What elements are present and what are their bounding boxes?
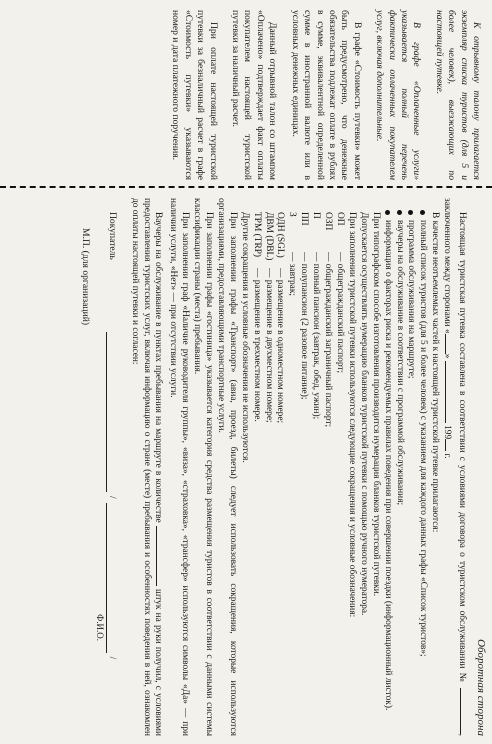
abbreviation-key: ТРМ (TRP) bbox=[251, 212, 262, 258]
tear-off-notes-column bbox=[12, 10, 482, 180]
vouchers-text-a: Ваучеры на обслуживание в пунктах пребывания на маршруте в количестве bbox=[153, 212, 164, 523]
attachments-lead: В качестве неотъемлемых частей к настоящей туристской путевке прилагаются: bbox=[430, 212, 441, 533]
note-paid-stamp: Данный отрывной талон со штампом «Оплачено» подтверждает факт оплаты покупателем настоящей туристской путевки за наличный расчет. bbox=[230, 10, 279, 180]
abbreviation-key: П bbox=[311, 212, 322, 219]
fio-caption: Ф.И.О. bbox=[94, 614, 105, 641]
abbreviation-value: — полупансион (2 разовое питание); bbox=[299, 252, 310, 400]
abbreviation-value: — завтрак; bbox=[287, 252, 298, 296]
note-voucher-cost: В графе «Стоимость путевки» может быть предусмотрено, что денежные обязательства подлежат оплате в рублях в сумме, эквивалентной определенной сумме в иностранной валюте или в условных денежных единицах. bbox=[289, 10, 363, 180]
buyer-label: Покупатель bbox=[106, 212, 118, 260]
abbreviation-key: ПП bbox=[299, 212, 310, 226]
abbreviation-row bbox=[297, 198, 309, 736]
signature-row bbox=[106, 198, 118, 736]
note-list-of-tourists: К отрывному талону прилагается экземпляр списка туристов (для 5 и более человек), выезжающих по настоящей путевке. bbox=[433, 10, 482, 180]
vouchers-paragraph bbox=[128, 198, 167, 736]
abbreviation-key: З bbox=[287, 212, 298, 217]
attachments-list bbox=[381, 198, 429, 736]
abbreviations-list bbox=[250, 198, 345, 736]
signature-separator: / bbox=[106, 656, 118, 660]
abbreviation-row bbox=[274, 198, 286, 736]
contract-day-field bbox=[445, 334, 455, 354]
abbreviation-row bbox=[321, 198, 333, 736]
buyer-name-field[interactable] bbox=[106, 503, 117, 653]
contract-intro-tail: , заключенного между сторонами « bbox=[442, 198, 468, 737]
abbreviation-value: — полный пансион (завтрак, обед, ужин); bbox=[311, 252, 322, 420]
stamp-caption: М.П. (для организаций) bbox=[79, 228, 91, 326]
abbreviations-lead: При заполнении туристской путевки используются следующие сокращения и условные обозначения: bbox=[346, 212, 357, 618]
abbreviation-key: ОДН (SGL) bbox=[275, 212, 286, 258]
abbreviation-key: ОЗП bbox=[323, 212, 334, 231]
note-bank-transfer: При оплате настоящей туристской путевки за безналичный расчет в графе «Стоимость путевки» указываются номер и дата платежного поручения. bbox=[170, 10, 219, 180]
contract-number-field bbox=[460, 688, 470, 734]
abbreviation-key: ОП bbox=[335, 212, 346, 226]
contract-intro-paragraph bbox=[440, 198, 470, 736]
contract-date-quote: » bbox=[442, 353, 453, 359]
abbreviation-value: — общегражданский заграничный паспорт; bbox=[323, 252, 334, 428]
other-abbreviations-note: Другие сокращения и условные обозначения не используются. bbox=[239, 212, 250, 463]
numbering-manual: Допускается осуществлять нумерацию бланков туристской путевки с помощью ручного нумератора. bbox=[358, 212, 369, 616]
abbreviation-row bbox=[286, 198, 298, 736]
abbreviation-value: — общегражданский паспорт; bbox=[335, 252, 346, 374]
signature-separator: / bbox=[106, 496, 118, 499]
reverse-side-heading: Оборотная сторона bbox=[475, 639, 487, 736]
attachment-item: информация о факторах риска и рекомендуемых правилах поведения при совершении поездки (информационный листок). bbox=[381, 210, 393, 736]
transport-note: При заполнении графы «Транспорт» (авиа, проезд, билеты) следует использовать сокращения, которые используются организациями, предоставляющими транспортные услуги. bbox=[215, 198, 238, 736]
abbreviation-row bbox=[250, 198, 262, 736]
abbreviation-row bbox=[309, 198, 321, 736]
attachment-item: ваучеры на обслуживание в соответствии с программой обслуживания; bbox=[393, 210, 405, 736]
contract-intro-text: Настоящая туристская путевка составлена в соответствии с условиями договора о туристском обслуживании № bbox=[457, 212, 468, 684]
abbreviation-value: — размещение в одноместном номере; bbox=[275, 268, 286, 424]
contract-year-suffix: г. bbox=[442, 453, 453, 459]
abbreviation-key: ДВМ (DBL) bbox=[263, 212, 274, 261]
contract-year-field bbox=[445, 439, 455, 451]
hotel-note: При заполнении графы «гостиница» указывается категория средства размещения туристов в соответствии с данными системы классификации страны (места) пребывания. bbox=[192, 198, 215, 736]
numbering-typographic: При типографском способе изготовления производится нумерация бланков туристской путевки. bbox=[370, 212, 381, 597]
abbreviation-value: — размещение в трехместном номере. bbox=[251, 268, 262, 422]
group-leader-note: При заполнении граф «Наличие руководителя группы», «виза», «страховка», «трансфер» используются символы «Да» — при наличии услуги, «Нет» — при отсутствии услуги. bbox=[168, 198, 191, 736]
attachment-item: программа обслуживания на маршруте; bbox=[405, 210, 417, 736]
note-paid-services: В графе «Оплаченные услуги» указывается полный перечень фактически оплаченных покупателем услуг, включая дополнительные. bbox=[374, 10, 423, 180]
contract-year: 199 bbox=[442, 425, 453, 440]
vouchers-text-b: штук на руки получил, с условиями предоставления туристских услуг, включая информацию о стране (месте) пребывания и особенностях поведения в ней, ознакомлен до оплаты настоящей путевки и согласен: bbox=[129, 198, 164, 737]
vouchers-count-field bbox=[156, 526, 166, 586]
abbreviation-row bbox=[262, 198, 274, 736]
buyer-signature-field[interactable] bbox=[106, 332, 117, 492]
reverse-side-column bbox=[8, 198, 486, 736]
attachment-item: полный список туристов (для 5 и более человек) с указанием для каждого данных графы «Список туристов»; bbox=[416, 210, 428, 736]
abbreviation-row bbox=[333, 198, 345, 736]
contract-month-field bbox=[445, 361, 455, 423]
abbreviation-value: — размещение в двухместном номере; bbox=[263, 268, 274, 423]
tear-off-perforation-line bbox=[0, 186, 492, 188]
